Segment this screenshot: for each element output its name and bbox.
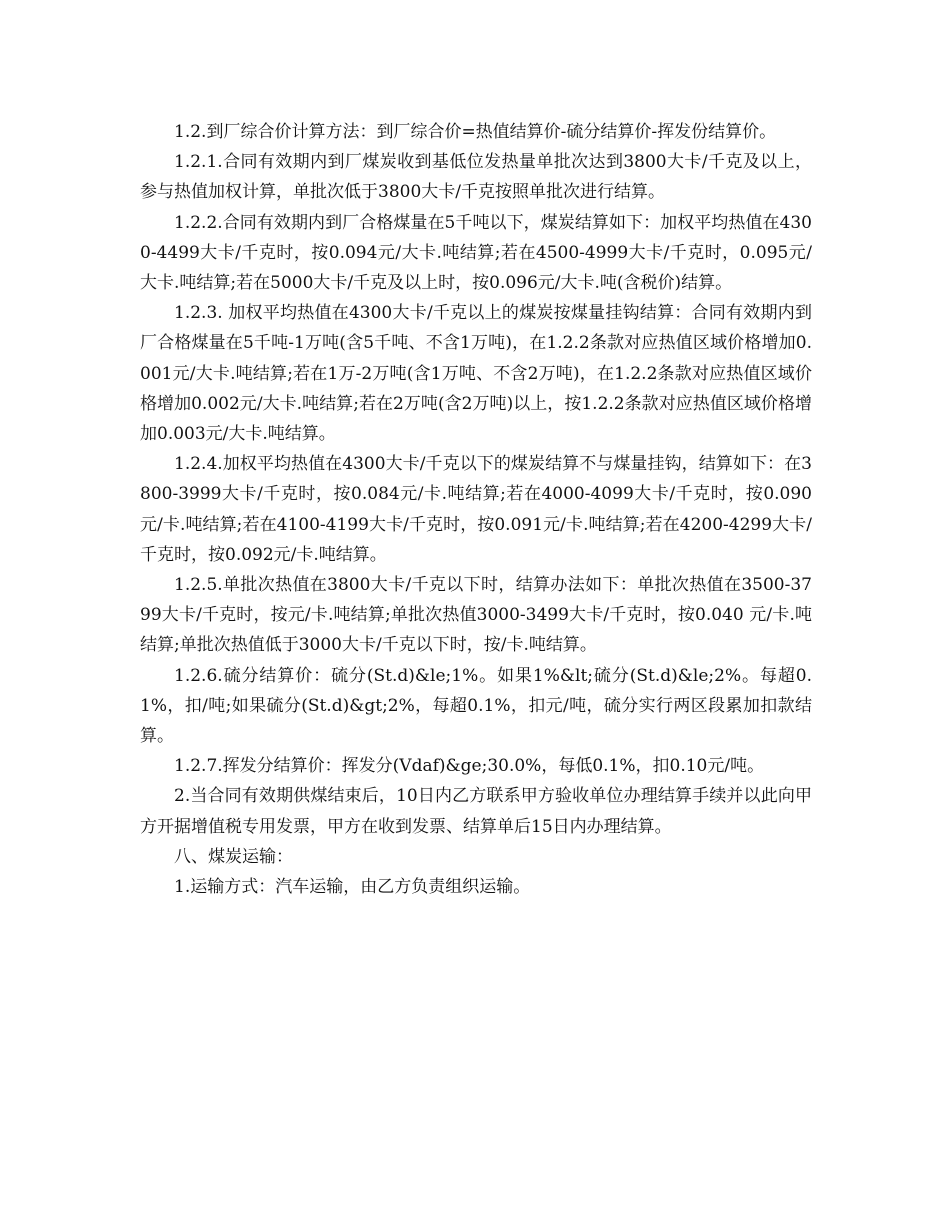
- paragraph-2: 2.当合同有效期供煤结束后，10日内乙方联系甲方验收单位办理结算手续并以此向甲方开据增值税专用发票，甲方在收到发票、结算单后15日内办理结算。: [140, 786, 812, 837]
- paragraph-1-2-6: 1.2.6.硫分结算价：硫分(St.d)&le;1%。如果1%&lt;硫分(St.d)&le;2%。每超0.1%，扣/吨;如果硫分(St.d)&gt;2%，每超0.1%，扣元/吨，硫分实行两区段累加扣款结算。: [140, 665, 812, 747]
- document-body: [140, 117, 812, 902]
- paragraph-1-2: 1.2.到厂综合价计算方法：到厂综合价=热值结算价-硫分结算价-挥发份结算价。: [174, 122, 777, 142]
- paragraph-1-2-7: 1.2.7.挥发分结算价：挥发分(Vdaf)&ge;30.0%，每低0.1%，扣0.10元/吨。: [174, 756, 765, 777]
- paragraph-1-2-3: 1.2.3. 加权平均热值在4300大卡/千克以上的煤炭按煤量挂钩结算：合同有效期内到厂合格煤量在5千吨-1万吨(含5千吨、不含1万吨)，在1.2.2条款对应热值区域价格增加0.001元/大卡.吨结算;若在1万-2万吨(含1万吨、不含2万吨)，在1.2.2条款对应热值区域价格增加0.002元/大卡.吨结算;若在2万吨(含2万吨)以上，按1.2.2条款对应热值区域价格增加0.003元/大卡.吨结算。: [140, 303, 812, 445]
- paragraph-transport-method: 1.运输方式：汽车运输，由乙方负责组织运输。: [174, 877, 531, 898]
- paragraph-1-2-1: 1.2.1.合同有效期内到厂煤炭收到基低位发热量单批次达到3800大卡/千克及以上，参与热值加权计算，单批次低于3800大卡/千克按照单批次进行结算。: [140, 152, 812, 203]
- section-heading-coal-transport: 八、煤炭运输：: [174, 846, 293, 867]
- paragraph-1-2-5: 1.2.5.单批次热值在3800大卡/千克以下时，结算办法如下：单批次热值在3500-3799大卡/千克时，按元/卡.吨结算;单批次热值3000-3499大卡/千克时，按0.040 元/卡.吨结算;单批次热值低于3000大卡/千克以下时，按/卡.吨结算。: [140, 575, 812, 656]
- paragraph-1-2-2: 1.2.2.合同有效期内到厂合格煤量在5千吨以下，煤炭结算如下：加权平均热值在4300-4499大卡/千克时，按0.094元/大卡.吨结算;若在4500-4999大卡/千克时，0.095元/大卡.吨结算;若在5000大卡/千克及以上时，按0.096元/大卡.吨(含税价)结算。: [140, 212, 812, 294]
- paragraph-1-2-4: 1.2.4.加权平均热值在4300大卡/千克以下的煤炭结算不与煤量挂钩，结算如下：在3800-3999大卡/千克时，按0.084元/卡.吨结算;若在4000-4099大卡/千克时，按0.090元/卡.吨结算;若在4100-4199大卡/千克时，按0.091元/卡.吨结算;若在4200-4299大卡/千克时，按0.092元/卡.吨结算。: [140, 454, 812, 565]
